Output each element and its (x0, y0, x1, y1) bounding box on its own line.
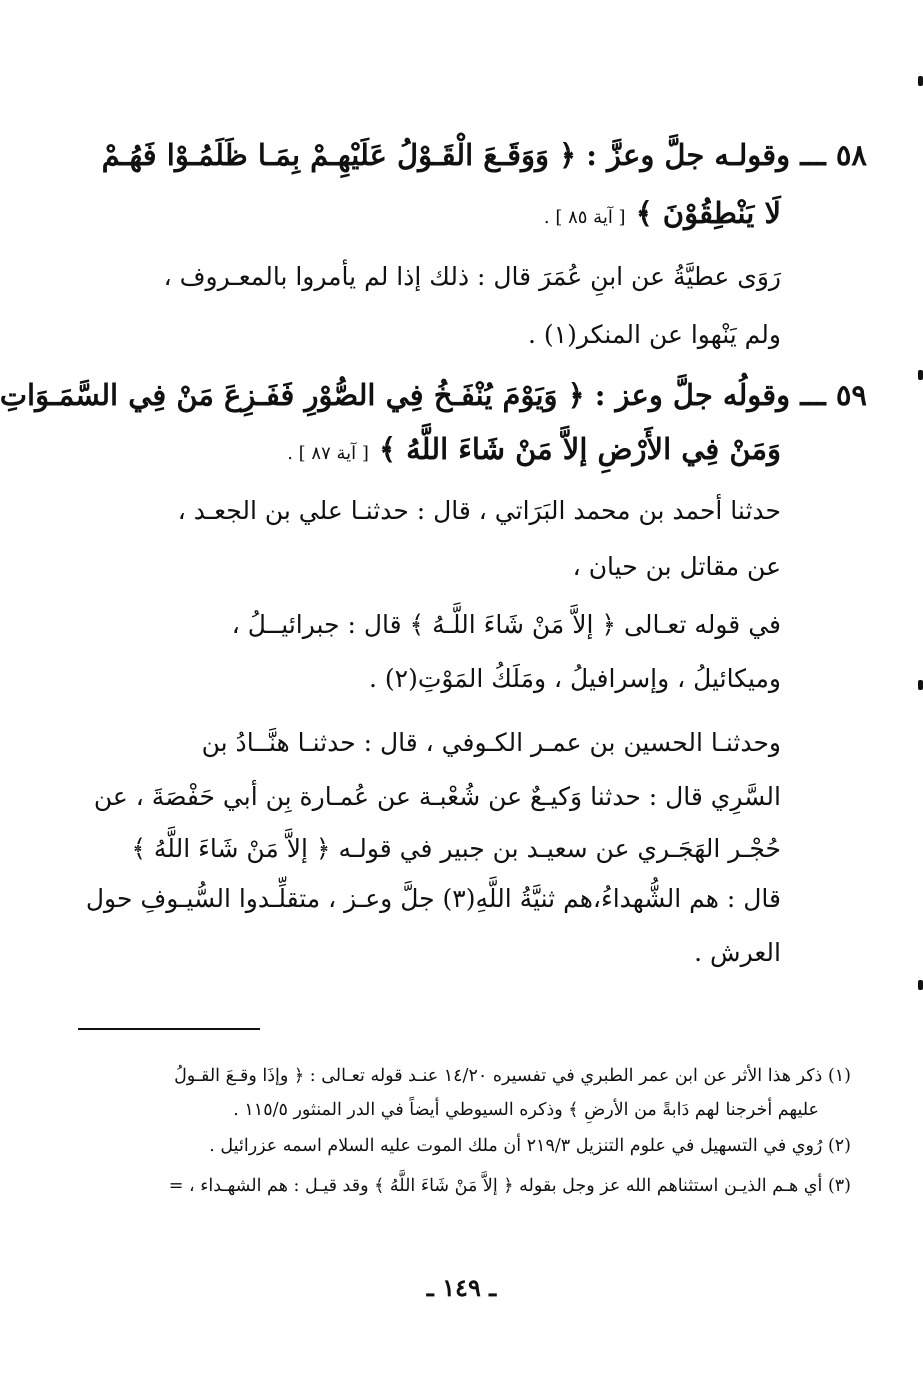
entry-58-para-1-line-2 (110, 320, 781, 349)
narration-text: السَّرِي قال : حدثنا وَكيـعٌ عن شُعْبـة عن عُمـارة بِن أبي حَفْصَةَ ، عن (93, 782, 781, 811)
heading-text: وقولُه جلَّ وعز : ﴿ وَيَوْمَ يُنْفَـخُ فِي الصُّوْرِ فَفَـزِعَ مَنْ فِي السَّمَـوَاتِ (0, 378, 791, 412)
narration-text: وميكائيلُ ، وإسرافيلُ ، ومَلَكُ المَوْتِ(٢) . (369, 664, 781, 693)
entry-59-para-3-line-1 (110, 728, 781, 757)
entry-59-para-3-line-4 (85, 884, 781, 913)
entry-59-heading-line-1 (0, 378, 867, 412)
scan-edge-mark (918, 980, 923, 990)
footnote-text: عليهم أخرجنا لهم دَابةً من الأرضِ ﴾ وذكره السيوطي أيضاً في الدر المنثور ١١٥/٥ . (233, 1100, 819, 1120)
entry-59-para-2-line-2 (110, 664, 781, 693)
footnote-text: رُوي في التسهيل في علوم التنزيل ٢١٩/٣ أن ملك الموت عليه السلام اسمه عزرائيل . (209, 1136, 823, 1156)
narration-text: حُجْـر الهَجَـري عن سعيـد بن جبير في قولـه ﴿ إلاَّ مَنْ شَاءَ اللَّهُ ﴾ (131, 834, 781, 863)
narration-text: قال : هم الشُّهداءُ،هم ثنيَّةُ اللَّهِ(٣) جلَّ وعـز ، متقلِّـدوا السُّيـوفِ حول (85, 884, 781, 913)
entry-number: ٥٨ ـــ (800, 138, 867, 172)
entry-58-para-1-line-1 (110, 262, 781, 291)
entry-59-para-2-line-1 (110, 610, 781, 639)
scan-edge-mark (918, 76, 923, 86)
footnote-3 (58, 1176, 851, 1196)
verse-reference: [ آية ٨٥ ] . (543, 207, 626, 228)
entry-59-para-3-line-2 (93, 782, 781, 811)
entry-number: ٥٩ ـــ (800, 378, 867, 412)
entry-59-heading-line-2 (110, 432, 781, 466)
heading-text: وقولـه جلَّ وعزَّ : ﴿ وَوَقَـعَ الْقَـوْلُ عَلَيْهِـمْ بِمَـا ظَلَمُـوْا فَهُـمْ (101, 138, 791, 172)
entry-58-heading-line-1 (101, 138, 867, 172)
footnote-text: ذكر هذا الأثر عن ابن عمر الطبري في تفسيره ١٤/٢٠ عنـد قوله تعـالى : ﴿ وإذَا وقـعَ القـولُ (174, 1066, 823, 1086)
narration-text: عن مقاتل بن حيان ، (572, 552, 781, 581)
narration-text: حدثنا أحمد بن محمد البَرَاتي ، قال : حدثنـا علي بن الجعـد ، (177, 496, 781, 525)
narration-text: العرش . (694, 938, 781, 967)
page-number: ـ ١٤٩ ـ (426, 1273, 497, 1302)
footnote-divider (78, 1028, 260, 1030)
footnote-text: أي هـم الذيـن استثناهم الله عز وجل بقوله ﴿ إلاَّ مَنْ شَاءَ اللَّهُ ﴾ وقد قيـل : هم الشهـداء ، = (168, 1176, 823, 1196)
narration-text: رَوَى عطيَّةُ عن ابنِ عُمَرَ قال : ذلك إذا لم يأمروا بالمعـروف ، (163, 262, 781, 291)
footnote-1-line-1 (58, 1066, 851, 1086)
verse-text: وَمَنْ فِي الأَرْضِ إلاَّ مَنْ شَاءَ اللَّهُ ﴾ (379, 432, 781, 466)
footnote-number: (١) (827, 1066, 851, 1086)
narration-text: في قوله تعـالى ﴿ إلاَّ مَنْ شَاءَ اللَّـهُ ﴾ قال : جبرائيــلُ ، (231, 610, 781, 639)
entry-59-para-3-line-3 (110, 834, 781, 863)
footnote-number: (٢) (827, 1136, 851, 1156)
entry-58-heading-line-2 (110, 196, 781, 230)
scan-edge-mark (918, 680, 923, 690)
footnote-number: (٣) (827, 1176, 851, 1196)
scan-edge-mark (918, 370, 923, 380)
verse-reference: [ آية ٨٧ ] . (287, 443, 369, 464)
verse-text: لَا يَنْطِقُوْنَ ﴾ (635, 196, 781, 230)
entry-59-para-1-line-2 (110, 552, 781, 581)
footnote-2 (58, 1136, 851, 1156)
narration-text: ولم يَنْهوا عن المنكر(١) . (527, 320, 781, 349)
narration-text: وحدثنـا الحسين بن عمـر الكـوفي ، قال : حدثنـا هنَّــادُ بن (201, 728, 781, 757)
entry-59-para-1-line-1 (110, 496, 781, 525)
entry-59-para-3-line-5 (110, 938, 781, 967)
footnote-1-line-2 (58, 1100, 819, 1120)
